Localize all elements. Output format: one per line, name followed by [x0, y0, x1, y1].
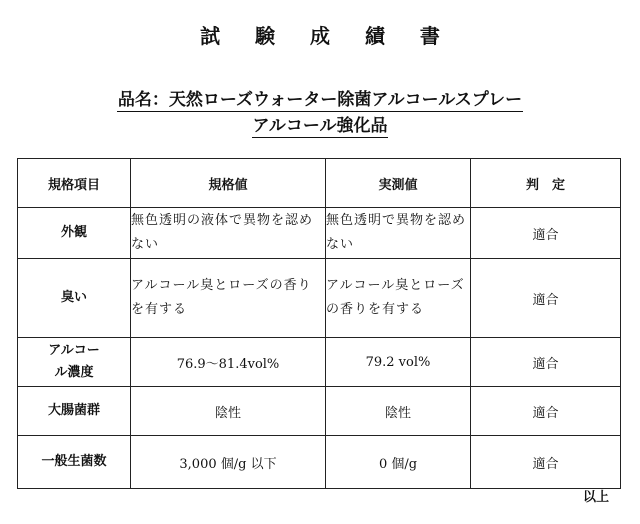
- row-item: [18, 338, 131, 387]
- table-row: [18, 338, 621, 387]
- product-name-line-2: アルコール強化品: [252, 116, 388, 136]
- document-title: 試 験 成 績 書: [200, 24, 454, 48]
- row-measured: 無色透明で異物を認めない: [326, 208, 471, 259]
- row-measured: 79.2 vol%: [326, 338, 471, 387]
- row-item: 一般生菌数: [18, 436, 131, 489]
- table-row: [18, 208, 621, 259]
- row-judgement: 適合: [471, 259, 621, 338]
- header-spec: 規格値: [131, 159, 326, 208]
- table-row: [18, 387, 621, 436]
- header-item: 規格項目: [18, 159, 131, 208]
- row-judgement: 適合: [471, 338, 621, 387]
- table-row: [18, 259, 621, 338]
- row-judgement: 適合: [471, 387, 621, 436]
- table-row: [18, 436, 621, 489]
- row-measured: アルコール臭とローズの香りを有する: [326, 259, 471, 338]
- row-item: 大腸菌群: [18, 387, 131, 436]
- table-header-row: [18, 159, 621, 208]
- product-name-line-1: 品名：天然ローズウォーター除菌アルコールスプレー: [117, 90, 523, 110]
- header-measured: 実測値: [326, 159, 471, 208]
- row-spec: 無色透明の液体で異物を認めない: [131, 208, 326, 259]
- row-item: 臭い: [18, 259, 131, 338]
- header-judgement: 判 定: [471, 159, 621, 208]
- row-spec: 陰性: [131, 387, 326, 436]
- product-name: [0, 88, 640, 140]
- row-spec: 76.9～81.4vol%: [131, 338, 326, 387]
- row-item-label: アルコール濃度: [48, 343, 100, 380]
- closing-note: 以上: [583, 490, 610, 505]
- row-measured: 0 個/g: [326, 436, 471, 489]
- row-spec: アルコール臭とローズの香りを有する: [131, 259, 326, 338]
- row-spec: 3,000 個/g 以下: [131, 436, 326, 489]
- row-item: 外観: [18, 208, 131, 259]
- test-results-table: [17, 158, 621, 489]
- row-judgement: 適合: [471, 208, 621, 259]
- row-measured: 陰性: [326, 387, 471, 436]
- row-judgement: 適合: [471, 436, 621, 489]
